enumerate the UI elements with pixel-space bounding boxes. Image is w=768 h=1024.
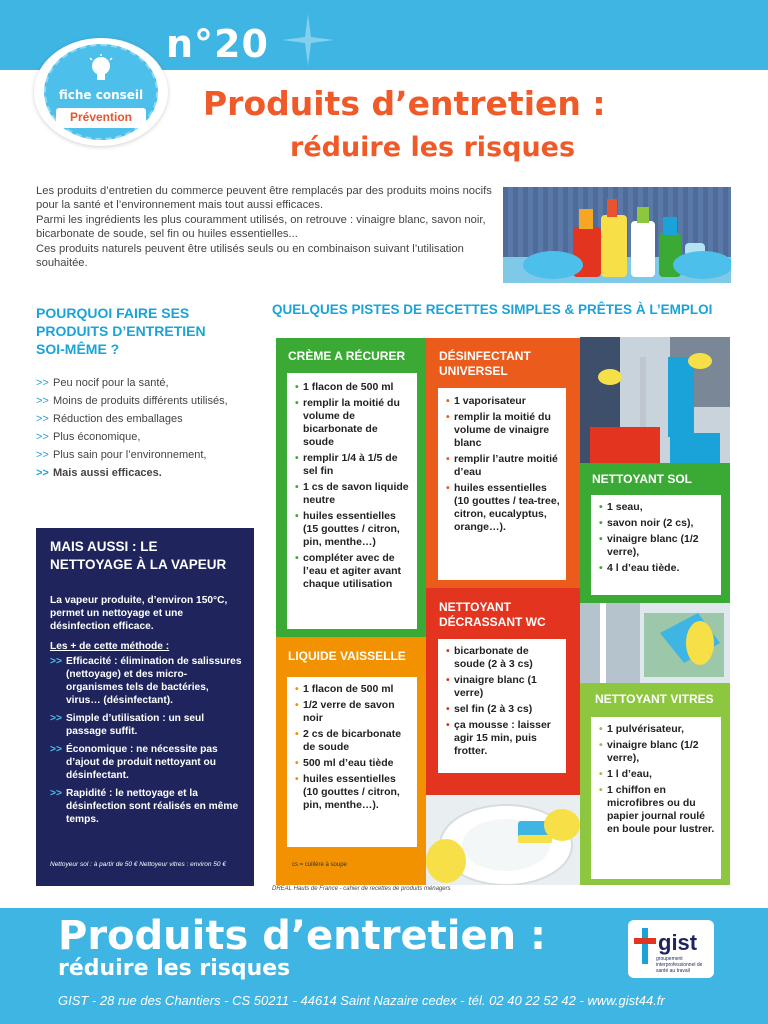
intro-paragraph: Ces produits naturels peuvent être utilisés seuls ou en combinaison suivant l’utilisation souhaitée. bbox=[36, 242, 464, 270]
list-item: • 1 l d’eau, bbox=[599, 768, 652, 780]
window-cleaning-photo bbox=[580, 603, 730, 683]
list-item: • 1 flacon de 500 ml bbox=[295, 683, 394, 695]
fiche-conseil-badge bbox=[34, 38, 168, 146]
steam-title: MAIS AUSSI : LE NETTOYAGE À LA VAPEUR bbox=[50, 539, 227, 572]
cs-footnote: cs = cuillère à soupe bbox=[292, 862, 347, 868]
list-item: • huiles essentielles (10 gouttes / tea-tree, citron, eucalyptus, orange…). bbox=[446, 482, 560, 533]
list-item: >> Plus économique, bbox=[36, 431, 141, 443]
source-note: DREAL Hauts de France - cahier de recettes de produits ménagers bbox=[272, 886, 451, 892]
footer-address: GIST - 28 rue des Chantiers - CS 50211 - 44614 Saint Nazaire cedex - tél. 02 40 22 52 42 - www.gist44.fr bbox=[58, 993, 665, 1008]
list-item: >> Moins de produits différents utilisés, bbox=[36, 395, 228, 407]
steam-prices: Nettoyeur sol : à partir de 50 € Nettoyeur vitres : environ 50 € bbox=[50, 861, 226, 868]
recipe-title: CRÈME A RÉCURER bbox=[288, 349, 406, 363]
list-item: • remplir 1/4 à 1/5 de sel fin bbox=[295, 452, 398, 477]
list-item: • huiles essentielles (10 gouttes / citron, pin, menthe…). bbox=[295, 773, 400, 811]
recipe-title: DÉSINFECTANT UNIVERSEL bbox=[439, 349, 531, 378]
logo-text: gist bbox=[658, 930, 698, 955]
steam-paragraph: La vapeur produite, d’environ 150°C, permet un nettoyage et une désinfection efficace. bbox=[50, 595, 228, 632]
list-item: • huiles essentielles (15 gouttes / citron, pin, menthe…) bbox=[295, 510, 400, 548]
recipe-card-vaisselle bbox=[276, 637, 426, 885]
list-item: • 1/2 verre de savon noir bbox=[295, 699, 395, 724]
list-item: • 1 cs de savon liquide neutre bbox=[295, 481, 409, 506]
recipes-section-title: QUELQUES PISTES DE RECETTES SIMPLES & PRÊTES À L’EMPLOI bbox=[272, 302, 713, 317]
cleaning-products-photo bbox=[503, 187, 731, 283]
list-item: • vinaigre blanc (1/2 verre), bbox=[599, 533, 699, 558]
list-item: • ça mousse : laisser agir 15 min, puis frotter. bbox=[446, 719, 551, 757]
recipe-card-wc bbox=[426, 588, 580, 795]
sparkle-icon bbox=[278, 10, 338, 70]
list-item: • 1 pulvérisateur, bbox=[599, 723, 685, 735]
why-list bbox=[36, 377, 246, 485]
badge-label: fiche conseil bbox=[58, 88, 144, 102]
list-item: • remplir la moitié du volume de bicarbonate de soude bbox=[295, 397, 400, 448]
list-item: • 1 flacon de 500 ml bbox=[295, 381, 394, 393]
list-item: >> Économique : ne nécessite pas d’ajout de produit nettoyant ou désinfectant. bbox=[50, 744, 218, 781]
why-section-title: POURQUOI FAIRE SES PRODUITS D’ENTRETIEN SOI-MÊME ? bbox=[36, 305, 206, 357]
intro-text bbox=[36, 184, 496, 270]
list-item: • compléter avec de l’eau et agiter avant chaque utilisation bbox=[295, 552, 402, 590]
recipe-card-vitres bbox=[580, 683, 730, 885]
list-item: • 2 cs de bicarbonate de soude bbox=[295, 728, 402, 753]
lightbulb-icon bbox=[89, 54, 113, 86]
list-item: >> Rapidité : le nettoyage et la désinfection sont réalisés en même temps. bbox=[50, 788, 239, 825]
sheet-number: n°20 bbox=[166, 22, 269, 66]
recipe-card-desinfectant bbox=[426, 338, 580, 588]
footer-title: Produits d’entretien : bbox=[58, 913, 546, 959]
steam-subtitle: Les + de cette méthode : bbox=[50, 641, 170, 652]
list-item: >> Réduction des emballages bbox=[36, 413, 183, 425]
steam-cleaning-box bbox=[36, 528, 254, 886]
dishwashing-photo bbox=[426, 795, 580, 885]
list-item: >> Plus sain pour l’environnement, bbox=[36, 449, 207, 461]
list-item: • 4 l d’eau tiède. bbox=[599, 562, 680, 574]
gist-logo[interactable] bbox=[628, 920, 714, 978]
list-item: • sel fin (2 à 3 cs) bbox=[446, 703, 533, 715]
list-item: • bicarbonate de soude (2 à 3 cs) bbox=[446, 645, 533, 670]
list-item: • remplir la moitié du volume de vinaigre blanc bbox=[446, 411, 551, 449]
recipe-title: NETTOYANT VITRES bbox=[595, 692, 714, 706]
list-item: • vinaigre blanc (1/2 verre), bbox=[599, 739, 699, 764]
badge-category: Prévention bbox=[69, 110, 132, 124]
mop-photo bbox=[580, 337, 730, 463]
list-item: • 1 vaporisateur bbox=[446, 395, 526, 407]
list-item: • vinaigre blanc (1 verre) bbox=[446, 674, 537, 699]
recipe-title: LIQUIDE VAISSELLE bbox=[288, 649, 406, 663]
intro-paragraph: Les produits d’entretien du commerce peuvent être remplacés par des produits moins nocifs pour la santé et l’environnement mais tout aussi efficaces. bbox=[36, 185, 492, 212]
footer-subtitle: réduire les risques bbox=[58, 956, 291, 981]
page-title: Produits d’entretien : bbox=[203, 84, 606, 123]
page-subtitle: réduire les risques bbox=[290, 132, 576, 163]
list-item: >> Mais aussi efficaces. bbox=[36, 467, 162, 479]
list-item: >> Simple d’utilisation : un seul passage suffit. bbox=[50, 713, 205, 737]
list-item: >> Peu nocif pour la santé, bbox=[36, 377, 169, 389]
list-item: • 1 seau, bbox=[599, 501, 643, 513]
recipe-card-sol bbox=[580, 463, 730, 603]
intro-paragraph: Parmi les ingrédients les plus couramment utilisés, on retrouve : vinaigre blanc, savon noir, bicarbonate de soude, sel fin ou huiles essentielles... bbox=[36, 213, 486, 241]
recipe-title: NETTOYANT DÉCRASSANT WC bbox=[439, 600, 546, 629]
list-item: • savon noir (2 cs), bbox=[599, 517, 694, 529]
list-item: • 1 chiffon en microfibres ou du papier journal roulé en boule pour lustrer. bbox=[599, 784, 715, 835]
recipe-card-creme bbox=[276, 338, 426, 637]
list-item: • remplir l’autre moitié d’eau bbox=[446, 453, 558, 478]
logo-subtext: groupement interprofessionnel de santé au travail bbox=[656, 956, 703, 974]
recipe-title: NETTOYANT SOL bbox=[592, 472, 693, 486]
list-item: • 500 ml d’eau tiède bbox=[295, 757, 394, 769]
list-item: >> Efficacité : élimination de salissures (nettoyage) et des micro-organismes tels de bactéries, virus… (désinfectant). bbox=[50, 656, 242, 706]
